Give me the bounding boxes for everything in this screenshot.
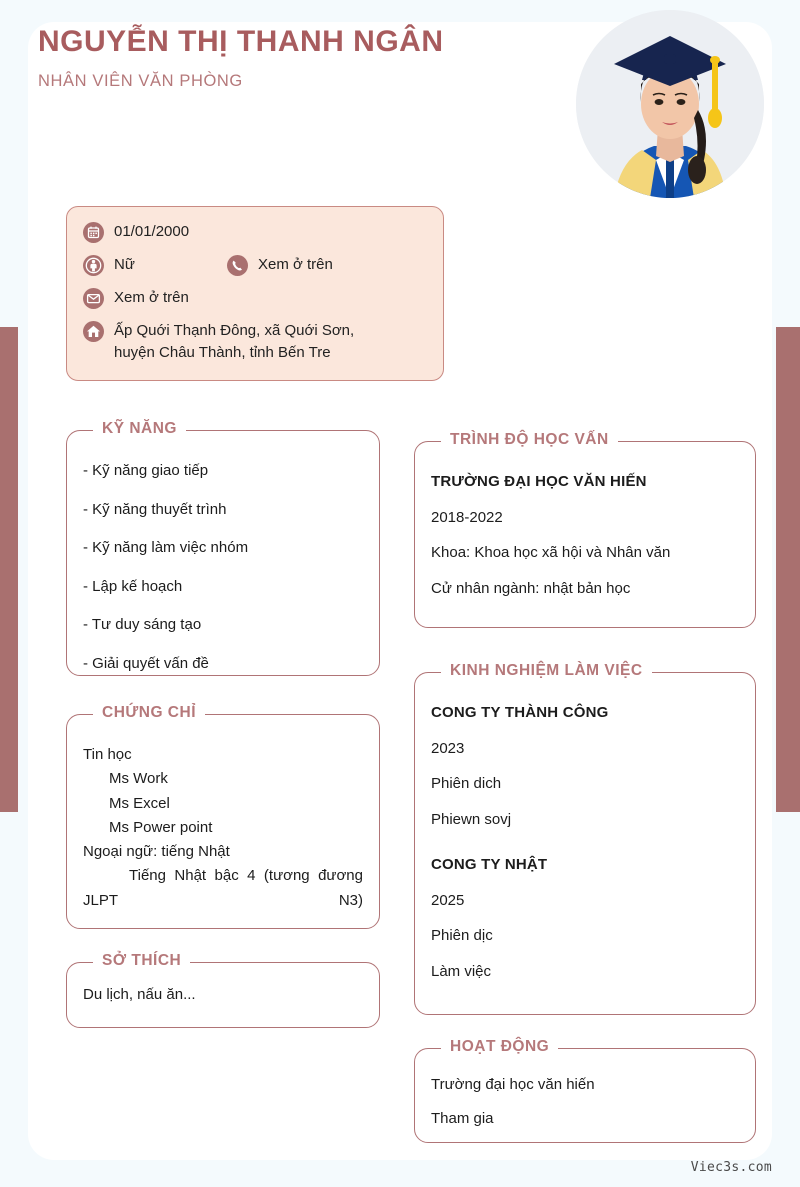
list-item: - Kỹ năng giao tiếp: [83, 462, 209, 479]
experience-company: CONG TY NHẬT: [431, 856, 548, 873]
avatar: [576, 10, 764, 198]
candidate-name: NGUYỄN THỊ THANH NGÂN: [38, 25, 444, 58]
section-title-certificates: CHỨNG CHỈ: [93, 704, 205, 722]
section-certificates: [66, 704, 380, 929]
education-content: [415, 442, 755, 612]
experience-content: [415, 673, 755, 995]
contact-gender: [83, 254, 227, 276]
section-activities: [414, 1038, 756, 1143]
activities-content: [415, 1049, 755, 1142]
certificates-list: [67, 715, 379, 951]
section-title-hobbies: SỞ THÍCH: [93, 952, 190, 970]
education-faculty: Khoa: Khoa học xã hội và Nhân văn: [431, 544, 671, 561]
contact-row: [83, 254, 427, 276]
address-value: [114, 320, 354, 364]
home-icon: [83, 321, 104, 342]
envelope-icon: [83, 288, 104, 309]
list-item: Tiếng Nhật bậc 4 (tương đương JLPT N3): [83, 867, 363, 909]
gender-value: Nữ: [114, 256, 135, 273]
education-degree: Cử nhân ngành: nhật bản học: [431, 579, 631, 597]
contact-email[interactable]: [83, 287, 189, 309]
email-value: Xem ở trên: [114, 289, 189, 306]
experience-year: 2025: [431, 891, 465, 909]
section-title-experience: KINH NGHIỆM LÀM VIỆC: [441, 662, 652, 680]
candidate-job-title: NHÂN VIÊN VĂN PHÒNG: [38, 71, 243, 90]
education-school: TRƯỜNG ĐẠI HỌC VĂN HIẾN: [431, 473, 647, 490]
contact-info-box: [66, 206, 444, 381]
experience-year: 2023: [431, 739, 465, 757]
section-title-activities: HOẠT ĐỘNG: [441, 1038, 558, 1056]
section-title-education: TRÌNH ĐỘ HỌC VẤN: [441, 431, 618, 449]
address-line-2: huyện Châu Thành, tỉnh Bến Tre: [114, 343, 331, 361]
skills-list: [67, 431, 379, 687]
footer-site-label: Viec3s.com: [690, 1160, 772, 1175]
list-item: - Kỹ năng thuyết trình: [83, 500, 227, 518]
contact-phone[interactable]: [227, 254, 333, 276]
contact-row: [83, 287, 427, 309]
contact-address: [83, 320, 427, 364]
experience-company: CONG TY THÀNH CÔNG: [431, 704, 609, 721]
list-item: Trường đại học văn hiến: [431, 1076, 595, 1093]
experience-detail: Phiewn sovj: [431, 810, 512, 828]
section-experience: [414, 662, 756, 1015]
list-item: Ngoại ngữ: tiếng Nhật: [83, 843, 230, 861]
list-item: Ms Work: [109, 770, 168, 788]
list-item: - Giải quyết vấn đề: [83, 654, 209, 672]
birthday-value: 01/01/2000: [114, 223, 190, 240]
experience-role: Phiên dich: [431, 775, 502, 792]
experience-role: Phiên dịc: [431, 927, 493, 944]
hobbies-text: Du lịch, nấu ăn...: [83, 986, 196, 1003]
section-hobbies: [66, 952, 380, 1028]
education-years: 2018-2022: [431, 508, 503, 526]
hobbies-content: [67, 963, 379, 1015]
section-skills: [66, 420, 380, 676]
phone-icon: [227, 255, 248, 276]
decorative-bar-right: [776, 327, 800, 812]
decorative-bar-left: [0, 327, 18, 812]
phone-value: Xem ở trên: [258, 256, 333, 273]
contact-birthday: [83, 221, 189, 243]
list-item: - Lập kế hoạch: [83, 577, 183, 595]
list-item: - Tư duy sáng tạo: [83, 616, 202, 633]
list-item: - Kỹ năng làm việc nhóm: [83, 539, 249, 556]
experience-detail: Làm việc: [431, 962, 492, 980]
section-title-skills: KỸ NĂNG: [93, 420, 186, 438]
list-item: Ms Excel: [109, 794, 170, 812]
section-education: [414, 431, 756, 628]
portrait-photo-graduation: [576, 10, 764, 198]
list-item: Ms Power point: [109, 818, 213, 836]
gender-icon: [83, 255, 104, 276]
address-line-1: Ấp Quới Thạnh Đông, xã Quới Sơn,: [114, 322, 355, 339]
contact-row: [83, 221, 427, 243]
list-item: Tin học: [83, 746, 132, 763]
list-item: Tham gia: [431, 1109, 494, 1127]
calendar-icon: [83, 222, 104, 243]
